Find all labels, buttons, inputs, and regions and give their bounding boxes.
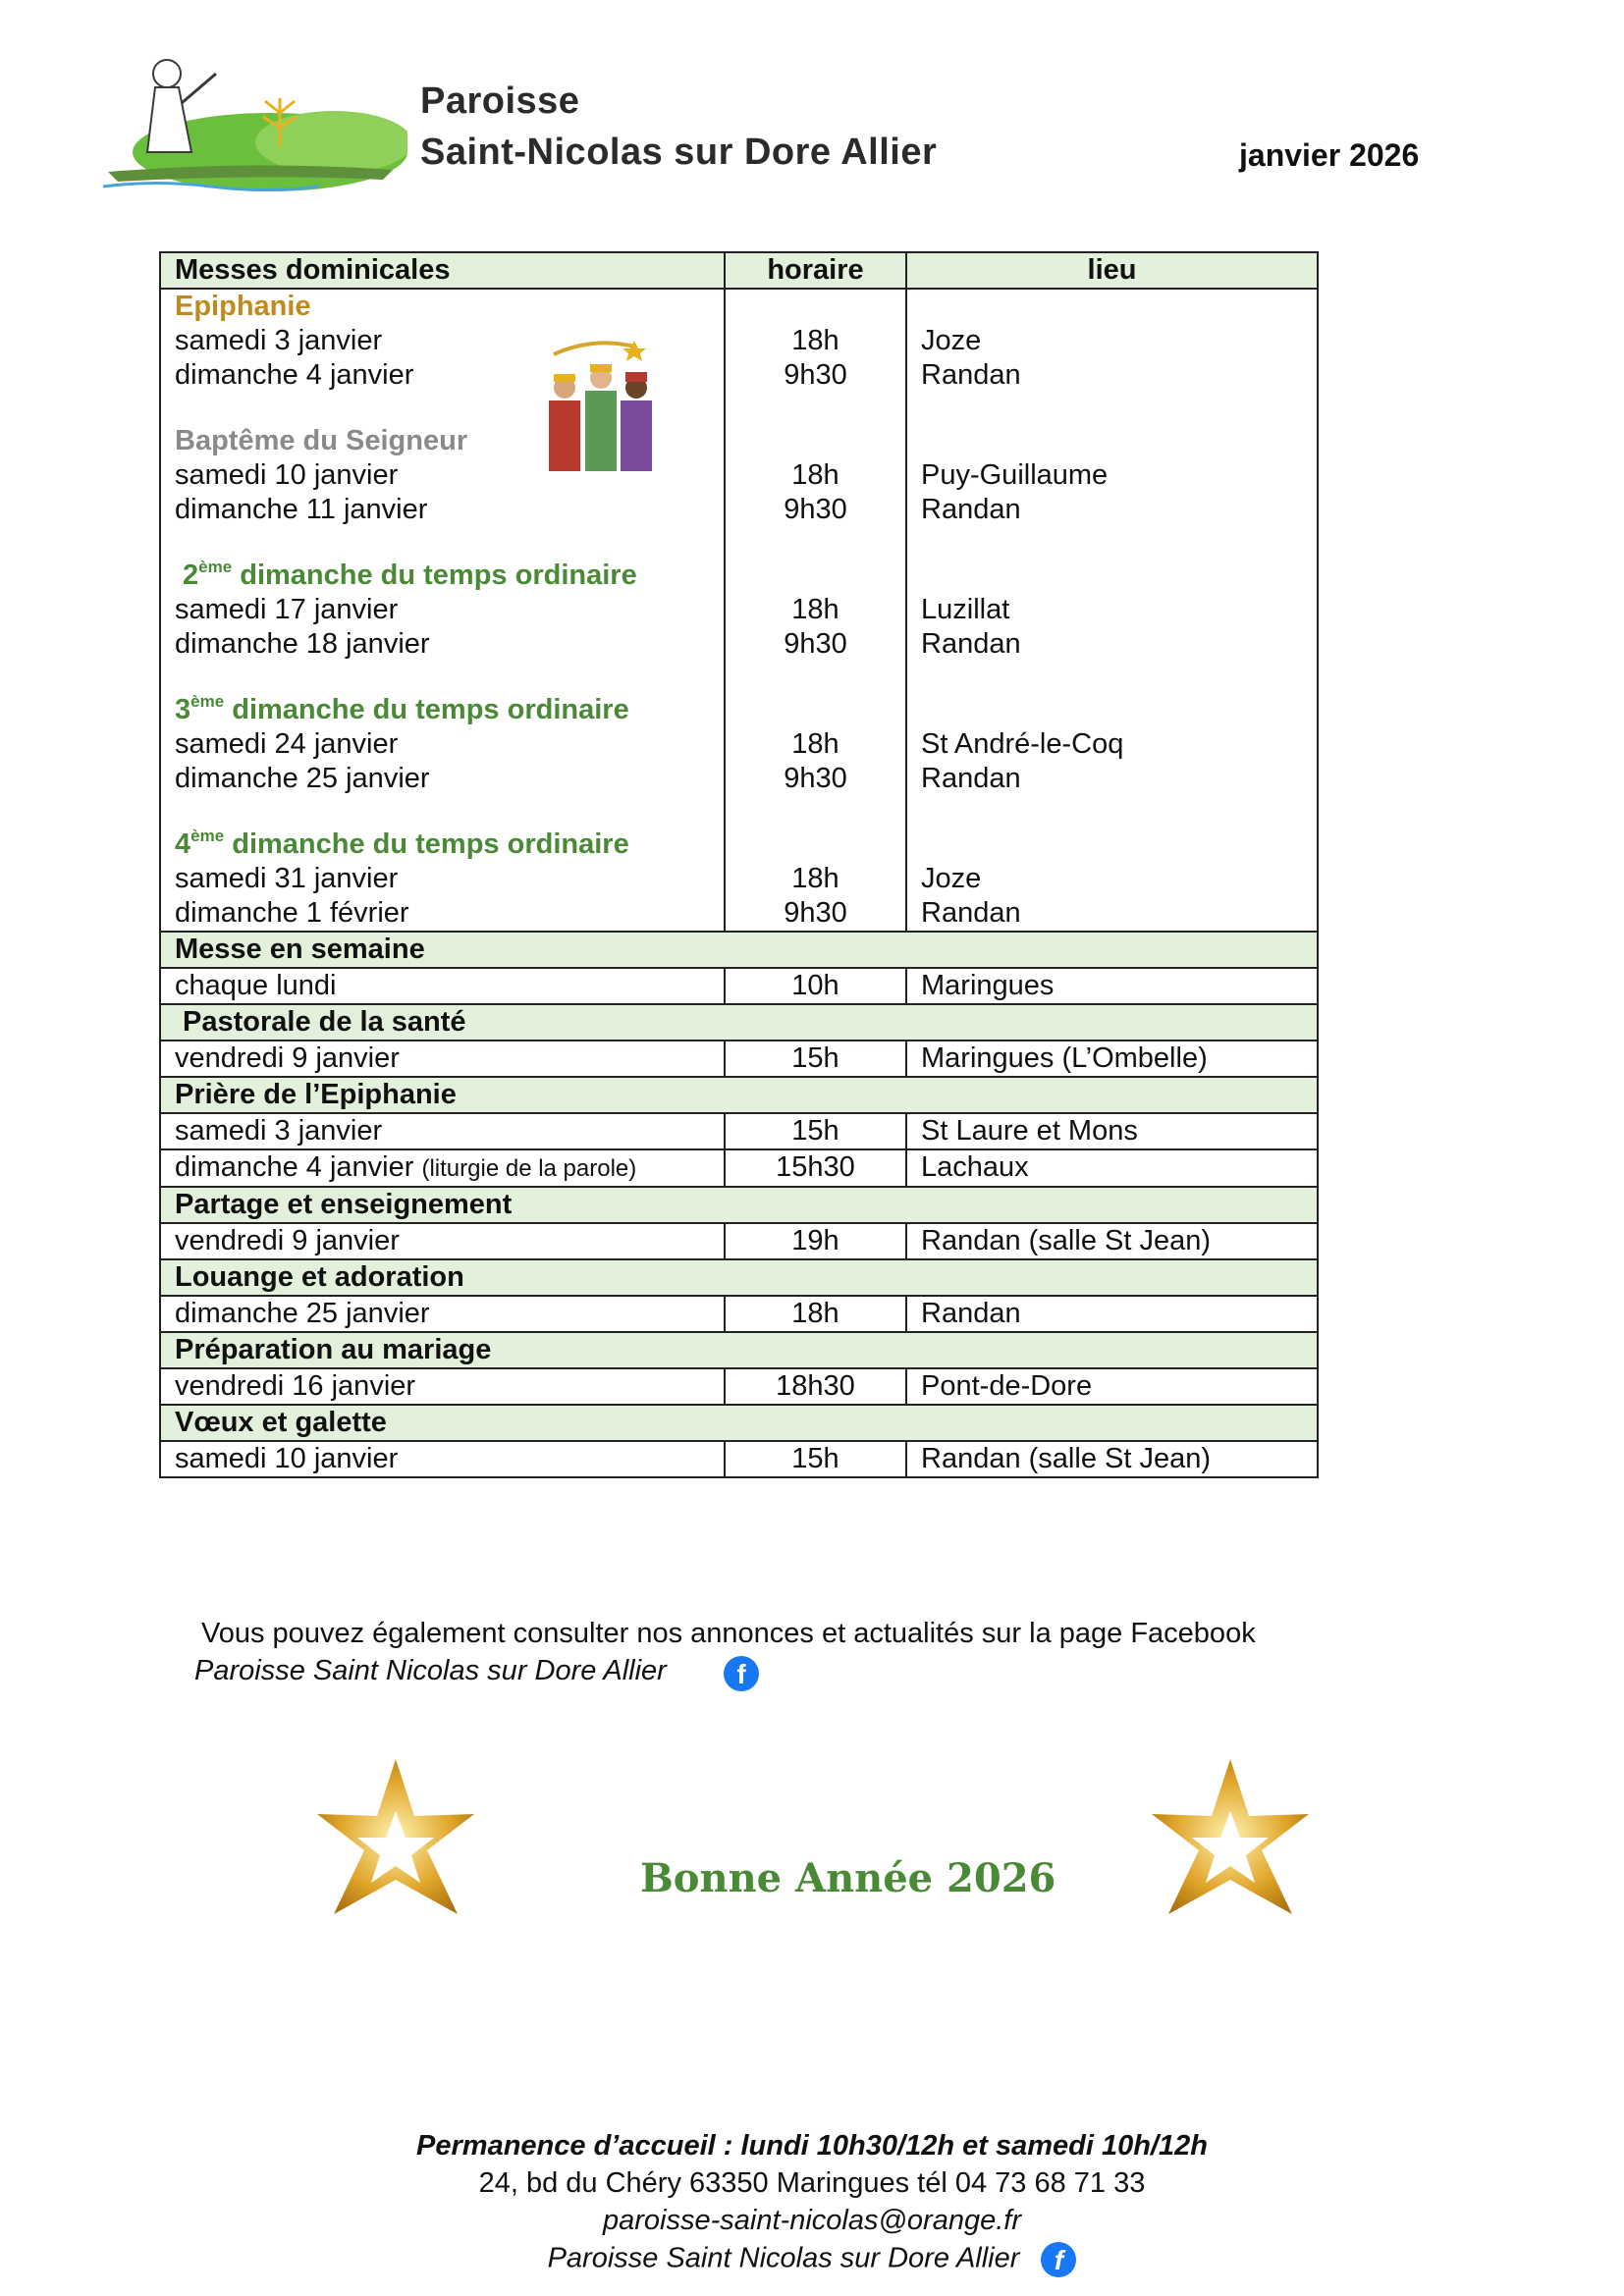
time-cell: 15h — [725, 1441, 906, 1477]
place-value: Randan — [921, 628, 1021, 660]
schedule-table — [159, 251, 1319, 1478]
time-value: 18h — [791, 863, 839, 894]
section-header — [160, 1004, 1318, 1041]
parish-name-line1: Paroisse — [420, 80, 580, 122]
list-item: samedi 31 janvier — [175, 863, 399, 894]
time-value: 18h — [791, 459, 839, 491]
time-value: 9h30 — [784, 763, 847, 794]
gold-star-icon — [1147, 1757, 1314, 1939]
day-cell: chaque lundi — [160, 968, 725, 1004]
list-item: samedi 24 janvier — [175, 728, 399, 760]
parish-logo — [98, 44, 407, 191]
place-value: Joze — [921, 325, 982, 356]
place-value: Joze — [921, 863, 982, 894]
sunday-masses-times — [725, 289, 906, 932]
time-cell: 15h — [725, 1113, 906, 1149]
ordinary-sunday-3-title: 3ème dimanche du temps ordinaire — [175, 692, 629, 725]
table-row — [160, 1441, 1318, 1477]
table-header-row — [160, 252, 1318, 289]
section-title: Vœux et galette — [160, 1405, 1318, 1441]
place-cell: Lachaux — [906, 1149, 1318, 1187]
liturgy-note: (liturgie de la parole) — [421, 1155, 637, 1182]
column-header-time: horaire — [725, 252, 906, 289]
footer-page-name[interactable]: Paroisse Saint Nicolas sur Dore Allier — [547, 2242, 1020, 2274]
facebook-note-line1: Vous pouvez également consulter nos annonces et actualités sur la page Facebook — [201, 1618, 1256, 1649]
time-value: 18h — [791, 325, 839, 356]
day-cell: vendredi 9 janvier — [160, 1041, 725, 1077]
table-row — [160, 1113, 1318, 1149]
list-item: samedi 3 janvier — [175, 325, 383, 356]
sunday-masses-places — [906, 289, 1318, 932]
sunday-masses-block — [160, 289, 1318, 932]
list-item: dimanche 1 février — [175, 897, 409, 929]
section-header — [160, 1259, 1318, 1296]
footer-facebook[interactable] — [0, 2242, 1624, 2277]
time-cell: 18h30 — [725, 1368, 906, 1405]
column-header-event: Messes dominicales — [160, 252, 725, 289]
section-title: Préparation au mariage — [160, 1332, 1318, 1368]
office-hours: Permanence d’accueil : lundi 10h30/12h et samedi 10h/12h — [416, 2130, 1208, 2162]
table-row — [160, 1296, 1318, 1332]
time-value: 9h30 — [784, 494, 847, 525]
gold-star-icon — [312, 1757, 479, 1939]
place-cell: Maringues — [906, 968, 1318, 1004]
day-cell: samedi 10 janvier — [160, 1441, 725, 1477]
section-title: Pastorale de la santé — [160, 1004, 1318, 1041]
place-value: Randan — [921, 359, 1021, 391]
time-cell: 15h30 — [725, 1149, 906, 1187]
place-value: Puy-Guillaume — [921, 459, 1109, 491]
time-cell: 15h — [725, 1041, 906, 1077]
place-cell: Maringues (L’Ombelle) — [906, 1041, 1318, 1077]
place-cell: St Laure et Mons — [906, 1113, 1318, 1149]
epiphany-title: Epiphanie — [175, 291, 311, 322]
bulletin-month: janvier 2026 — [1239, 137, 1420, 173]
address-phone: 24, bd du Chéry 63350 Maringues tél 04 73 68 71 33 — [478, 2167, 1146, 2199]
section-title: Messe en semaine — [160, 932, 1318, 968]
list-item: dimanche 18 janvier — [175, 628, 430, 660]
table-row — [160, 1149, 1318, 1187]
facebook-icon[interactable]: f — [1041, 2242, 1076, 2277]
day-cell: vendredi 16 janvier — [160, 1368, 725, 1405]
day-cell: dimanche 25 janvier — [160, 1296, 725, 1332]
ordinary-sunday-2-title: 2ème dimanche du temps ordinaire — [183, 558, 637, 591]
list-item: dimanche 4 janvier — [175, 359, 414, 391]
place-cell: Randan — [906, 1296, 1318, 1332]
day-cell: samedi 3 janvier — [160, 1113, 725, 1149]
list-item: samedi 17 janvier — [175, 594, 399, 625]
place-cell: Randan (salle St Jean) — [906, 1223, 1318, 1259]
section-header — [160, 1077, 1318, 1113]
section-title: Prière de l’Epiphanie — [160, 1077, 1318, 1113]
place-value: Randan — [921, 494, 1021, 525]
table-row — [160, 1223, 1318, 1259]
list-item: dimanche 25 janvier — [175, 763, 430, 794]
section-header — [160, 1187, 1318, 1223]
time-cell: 18h — [725, 1296, 906, 1332]
place-cell: Pont-de-Dore — [906, 1368, 1318, 1405]
section-header — [160, 1332, 1318, 1368]
place-value: St André-le-Coq — [921, 728, 1124, 760]
place-value: Randan — [921, 897, 1021, 929]
time-value: 9h30 — [784, 628, 847, 660]
sunday-masses-days — [160, 289, 725, 932]
email-link[interactable]: paroisse-saint-nicolas@orange.fr — [603, 2205, 1021, 2236]
place-value: Luzillat — [921, 594, 1010, 625]
facebook-page-name[interactable]: Paroisse Saint Nicolas sur Dore Allier — [194, 1655, 667, 1686]
ordinary-sunday-4-title: 4ème dimanche du temps ordinaire — [175, 827, 629, 860]
column-header-place: lieu — [906, 252, 1318, 289]
list-item: samedi 10 janvier — [175, 459, 399, 491]
section-title: Partage et enseignement — [160, 1187, 1318, 1223]
section-header — [160, 932, 1318, 968]
time-value: 9h30 — [784, 897, 847, 929]
time-cell: 10h — [725, 968, 906, 1004]
time-value: 18h — [791, 594, 839, 625]
table-row — [160, 1368, 1318, 1405]
time-cell: 19h — [725, 1223, 906, 1259]
place-cell: Randan (salle St Jean) — [906, 1441, 1318, 1477]
day-cell: dimanche 4 janvier (liturgie de la parole) — [160, 1149, 725, 1187]
new-year-greeting: Bonne Année 2026 — [640, 1855, 1056, 1901]
day-cell: vendredi 9 janvier — [160, 1223, 725, 1259]
section-header — [160, 1405, 1318, 1441]
time-value: 9h30 — [784, 359, 847, 391]
facebook-icon[interactable]: f — [724, 1656, 759, 1691]
section-title: Louange et adoration — [160, 1259, 1318, 1296]
table-row — [160, 968, 1318, 1004]
list-item: dimanche 11 janvier — [175, 494, 428, 525]
three-kings-image — [544, 337, 657, 474]
baptism-title: Baptême du Seigneur — [175, 425, 468, 456]
place-value: Randan — [921, 763, 1021, 794]
parish-name-line2: Saint-Nicolas sur Dore Allier — [420, 132, 938, 173]
table-row — [160, 1041, 1318, 1077]
time-value: 18h — [791, 728, 839, 760]
